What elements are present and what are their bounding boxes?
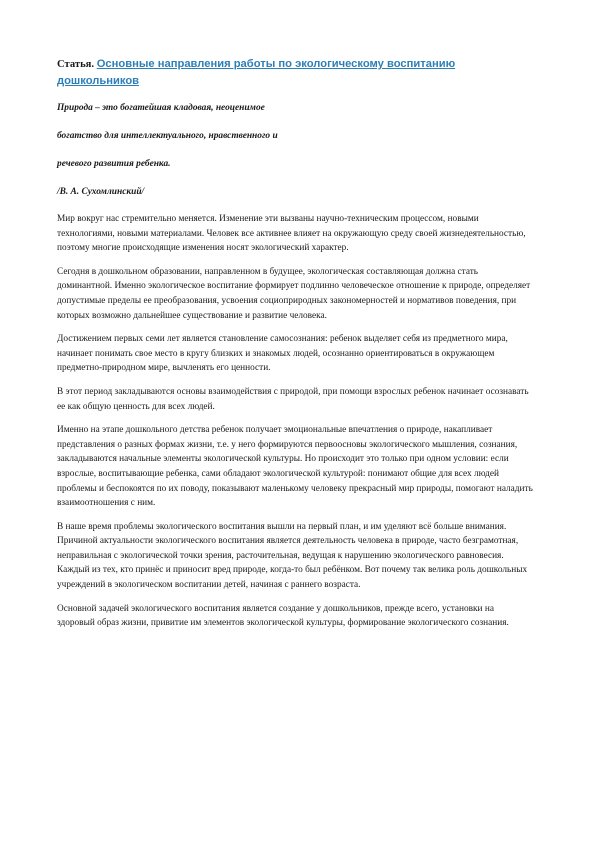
epigraph-author: /В. А. Сухомлинский/: [57, 187, 145, 197]
article-title-link[interactable]: Основные направления работы по экологическому воспитанию дошкольников: [57, 58, 456, 87]
paragraph-7: Основной задачей экологического воспитания является создание у дошкольников, прежде всего, установки на здоровый образ жизни, привитие им элементов экологической культуры, формирование экологического сознания.: [57, 603, 509, 629]
epigraph-line-1: Природа – это богатейшая кладовая, неоценимое: [57, 103, 265, 113]
paragraph-1: Мир вокруг нас стремительно меняется. Изменение эти вызваны научно-техническим процессом, новыми технологиями, новыми материалами. Человек все активнее влияет на окружающую среду своей жизнедеятельностью, поэтому многие происходящие изменения носят экологический характер.: [57, 214, 526, 254]
epigraph-line-2: богатство для интеллектуального, нравственного и: [57, 131, 278, 141]
paragraph-4: В этот период закладываются основы взаимодействия с природой, при помощи взрослых ребенок начинает осознавать ее как общую ценность для всех людей.: [57, 386, 529, 412]
paragraph-2: Сегодня в дошкольном образовании, направленном в будущее, экологическая составляющая должна стать доминантной. Именно экологическое воспитание формирует подлинно человеческое отношение к природе, определяет допустимые пределы ее преобразования, усвоения социоприродных закономерностей и нормативов поведения, при которых возможно дальнейшее существование и развитие человека.: [57, 266, 531, 321]
paragraph-6: В наше время проблемы экологического воспитания вышли на первый план, и им уделяют всё больше внимания. Причиной актуальности экологического воспитания является деятельность человека в природе, часто безграмотная, неправильная с экологической точки зрения, расточительная, ведущая к нарушению экологического равновесия. Каждый из тех, кто принёс и приносит вред природе, когда-то был ребёнком. Вот почему так велика роль дошкольных учреждений в экологическом воспитании детей, начиная с раннего возраста.: [57, 521, 528, 591]
epigraph-line-3: речевого развития ребенка.: [57, 159, 171, 169]
paragraph-5: Именно на этапе дошкольного детства ребенок получает эмоциональные впечатления о природе, накапливает представления о разных формах жизни, т.е. у него формируются первоосновы экологического мышления, сознания, закладываются начальные элементы экологической культуры. Но происходит это только при одном условии: если взрослые, воспитывающие ребенка, сами обладают экологической культурой: понимают общие для всех людей проблемы и беспокоятся по их поводу, показывают маленькому человеку прекрасный мир природы, помогают наладить взаимоотношения с ним.: [57, 425, 533, 509]
article-title-line: [57, 56, 533, 90]
paragraph-3: Достижением первых семи лет является становление самосознания: ребенок выделяет себя из предметного мира, начинает понимать свое место в кругу близких и знакомых людей, осознанно ориентироваться в окружающем предметно-природном мире, вычленять его ценности.: [57, 334, 508, 374]
article-prefix: Статья.: [57, 59, 95, 70]
